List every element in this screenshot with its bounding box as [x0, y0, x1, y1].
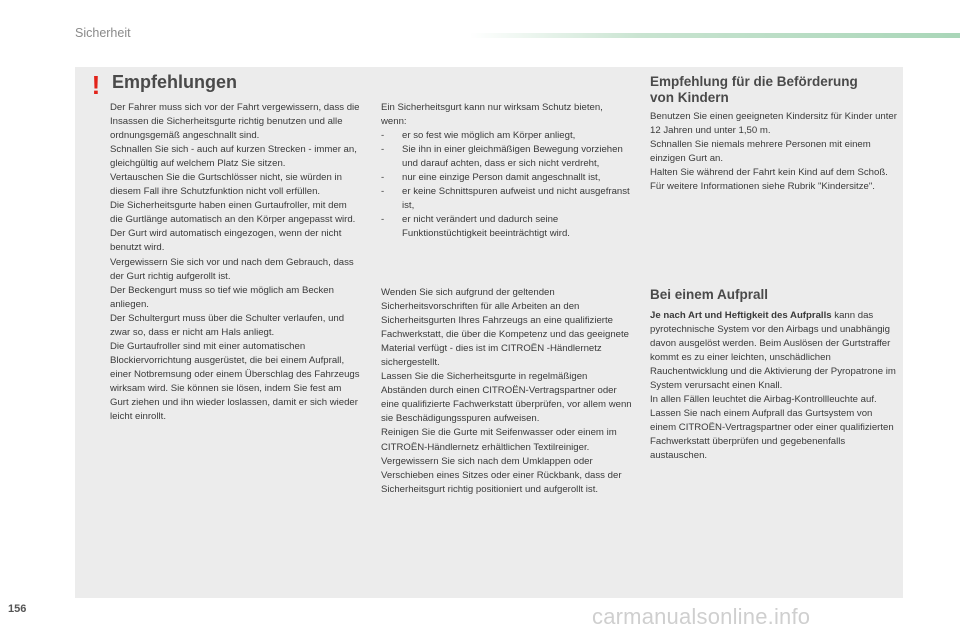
paragraph: In allen Fällen leuchtet die Airbag-Kontrollleuchte auf.: [650, 394, 877, 406]
list-item: - Sie ihn in einer gleichmäßigen Bewegung vorziehen und darauf achten, dass er sich nicht verdreht,: [381, 144, 623, 170]
section-title: Sicherheit: [75, 26, 131, 40]
main-heading: Empfehlungen: [112, 72, 237, 92]
list-intro: Ein Sicherheitsgurt kann nur wirksam Schutz bieten, wenn:: [381, 102, 603, 128]
paragraph: Für weitere Informationen siehe Rubrik "Kindersitze".: [650, 181, 875, 193]
children-text: [650, 110, 900, 194]
impact-heading: Bei einem Aufprall: [650, 287, 769, 302]
paragraph: Je nach Art und Heftigkeit des Aufpralls kann das pyrotechnische System vor den Airbags und unabhängig davon ausgelöst werden. Beim Auslösen der Gurtstraffer kommt es zu einer leichten, unschädlichen Rauchentwicklung und die Aktivierung der Pyropatrone im System verursacht einen Knall.: [650, 310, 896, 392]
list-item: - er nicht verändert und dadurch seine Funktionstüchtigkeit beeinträchtigt wird.: [381, 214, 570, 240]
paragraph: Der Schultergurt muss über die Schulter verlaufen, und zwar so, dass er nicht am Hals anliegt.: [110, 312, 345, 338]
paragraph: Vertauschen Sie die Gurtschlösser nicht, sie würden in diesem Fall ihre Schutzfunktion nicht voll erfüllen.: [110, 172, 342, 198]
exclamation-warning-icon: !: [91, 70, 101, 100]
column-2: [381, 101, 631, 241]
paragraph: Der Fahrer muss sich vor der Fahrt vergewissern, dass die Insassen die Sicherheitsgurte richtig benutzen und alle ordnungsgemäß angeschnallt sind.: [110, 102, 360, 142]
paragraph: Schnallen Sie sich - auch auf kurzen Strecken - immer an, gleichgültig auf welchem Platz Sie sitzen.: [110, 144, 357, 170]
paragraph: Halten Sie während der Fahrt kein Kind auf dem Schoß.: [650, 167, 888, 179]
paragraph: Reinigen Sie die Gurte mit Seifenwasser oder einem im CITROËN-Händlernetz erhältlichen Textilreiniger.: [381, 427, 617, 453]
paragraph: Vergewissern Sie sich vor und nach dem Gebrauch, dass der Gurt richtig aufgerollt ist.: [110, 256, 354, 282]
condition-list: [381, 129, 631, 241]
paragraph: Die Gurtaufroller sind mit einer automatischen Blockiervorrichtung ausgerüstet, die bei einem Aufprall, einer Notbremsung oder einem Überschlag des Fahrzeugs wirksam wird. Sie können sie lösen, indem Sie fest am Gurt ziehen und ihn wieder loslassen, damit er sich wieder leicht einrollt.: [110, 340, 360, 423]
header-accent-bar: [470, 33, 960, 38]
list-item: - nur eine einzige Person damit angeschnallt ist,: [381, 172, 601, 184]
paragraph: Lassen Sie nach einem Aufprall das Gurtsystem von einem CITROËN-Vertragspartner oder einer qualifizierten Fachwerkstatt überprüfen und gegebenenfalls austauschen.: [650, 408, 894, 462]
column-1: [110, 101, 362, 424]
column-2-lower: [381, 286, 633, 497]
paragraph: Wenden Sie sich aufgrund der geltenden Sicherheitsvorschriften für alle Arbeiten an den Sicherheitsgurten Ihres Fahrzeugs an eine qualifizierte Fachwerkstatt, die über die Kompetenz und das geeignete Material verfügt - dies ist im CITROËN -Händlernetz sichergestellt.: [381, 287, 629, 369]
children-heading: Empfehlung für die Beförderung von Kindern: [650, 74, 858, 105]
page-number: 156: [8, 603, 27, 615]
list-item: - er keine Schnittspuren aufweist und nicht ausgefranst ist,: [381, 186, 630, 212]
impact-text: [650, 309, 900, 464]
list-item: - er so fest wie möglich am Körper anliegt,: [381, 130, 576, 142]
paragraph: Der Beckengurt muss so tief wie möglich am Becken anliegen.: [110, 284, 334, 310]
paragraph: Lassen Sie die Sicherheitsgurte in regelmäßigen Abständen durch einen CITROËN-Vertragspartner oder eine qualifizierte Fachwerkstatt überprüfen, vor allem wenn sie Beschädigungsspuren aufweisen.: [381, 371, 632, 425]
paragraph: Vergewissern Sie sich nach dem Umklappen oder Verschieben eines Sitzes oder einer Rückbank, dass der Sicherheitsgurt richtig positioniert und aufgerollt ist.: [381, 455, 622, 495]
watermark: carmanualsonline.info: [592, 604, 811, 629]
paragraph: Benutzen Sie einen geeigneten Kindersitz für Kinder unter 12 Jahren und unter 1,50 m.: [650, 111, 897, 137]
paragraph: Die Sicherheitsgurte haben einen Gurtaufroller, mit dem die Gurtlänge automatisch an den Körper angepasst wird. Der Gurt wird automatisch eingezogen, wenn der nicht benutzt wird.: [110, 200, 356, 254]
paragraph: Schnallen Sie niemals mehrere Personen mit einem einzigen Gurt an.: [650, 139, 871, 165]
